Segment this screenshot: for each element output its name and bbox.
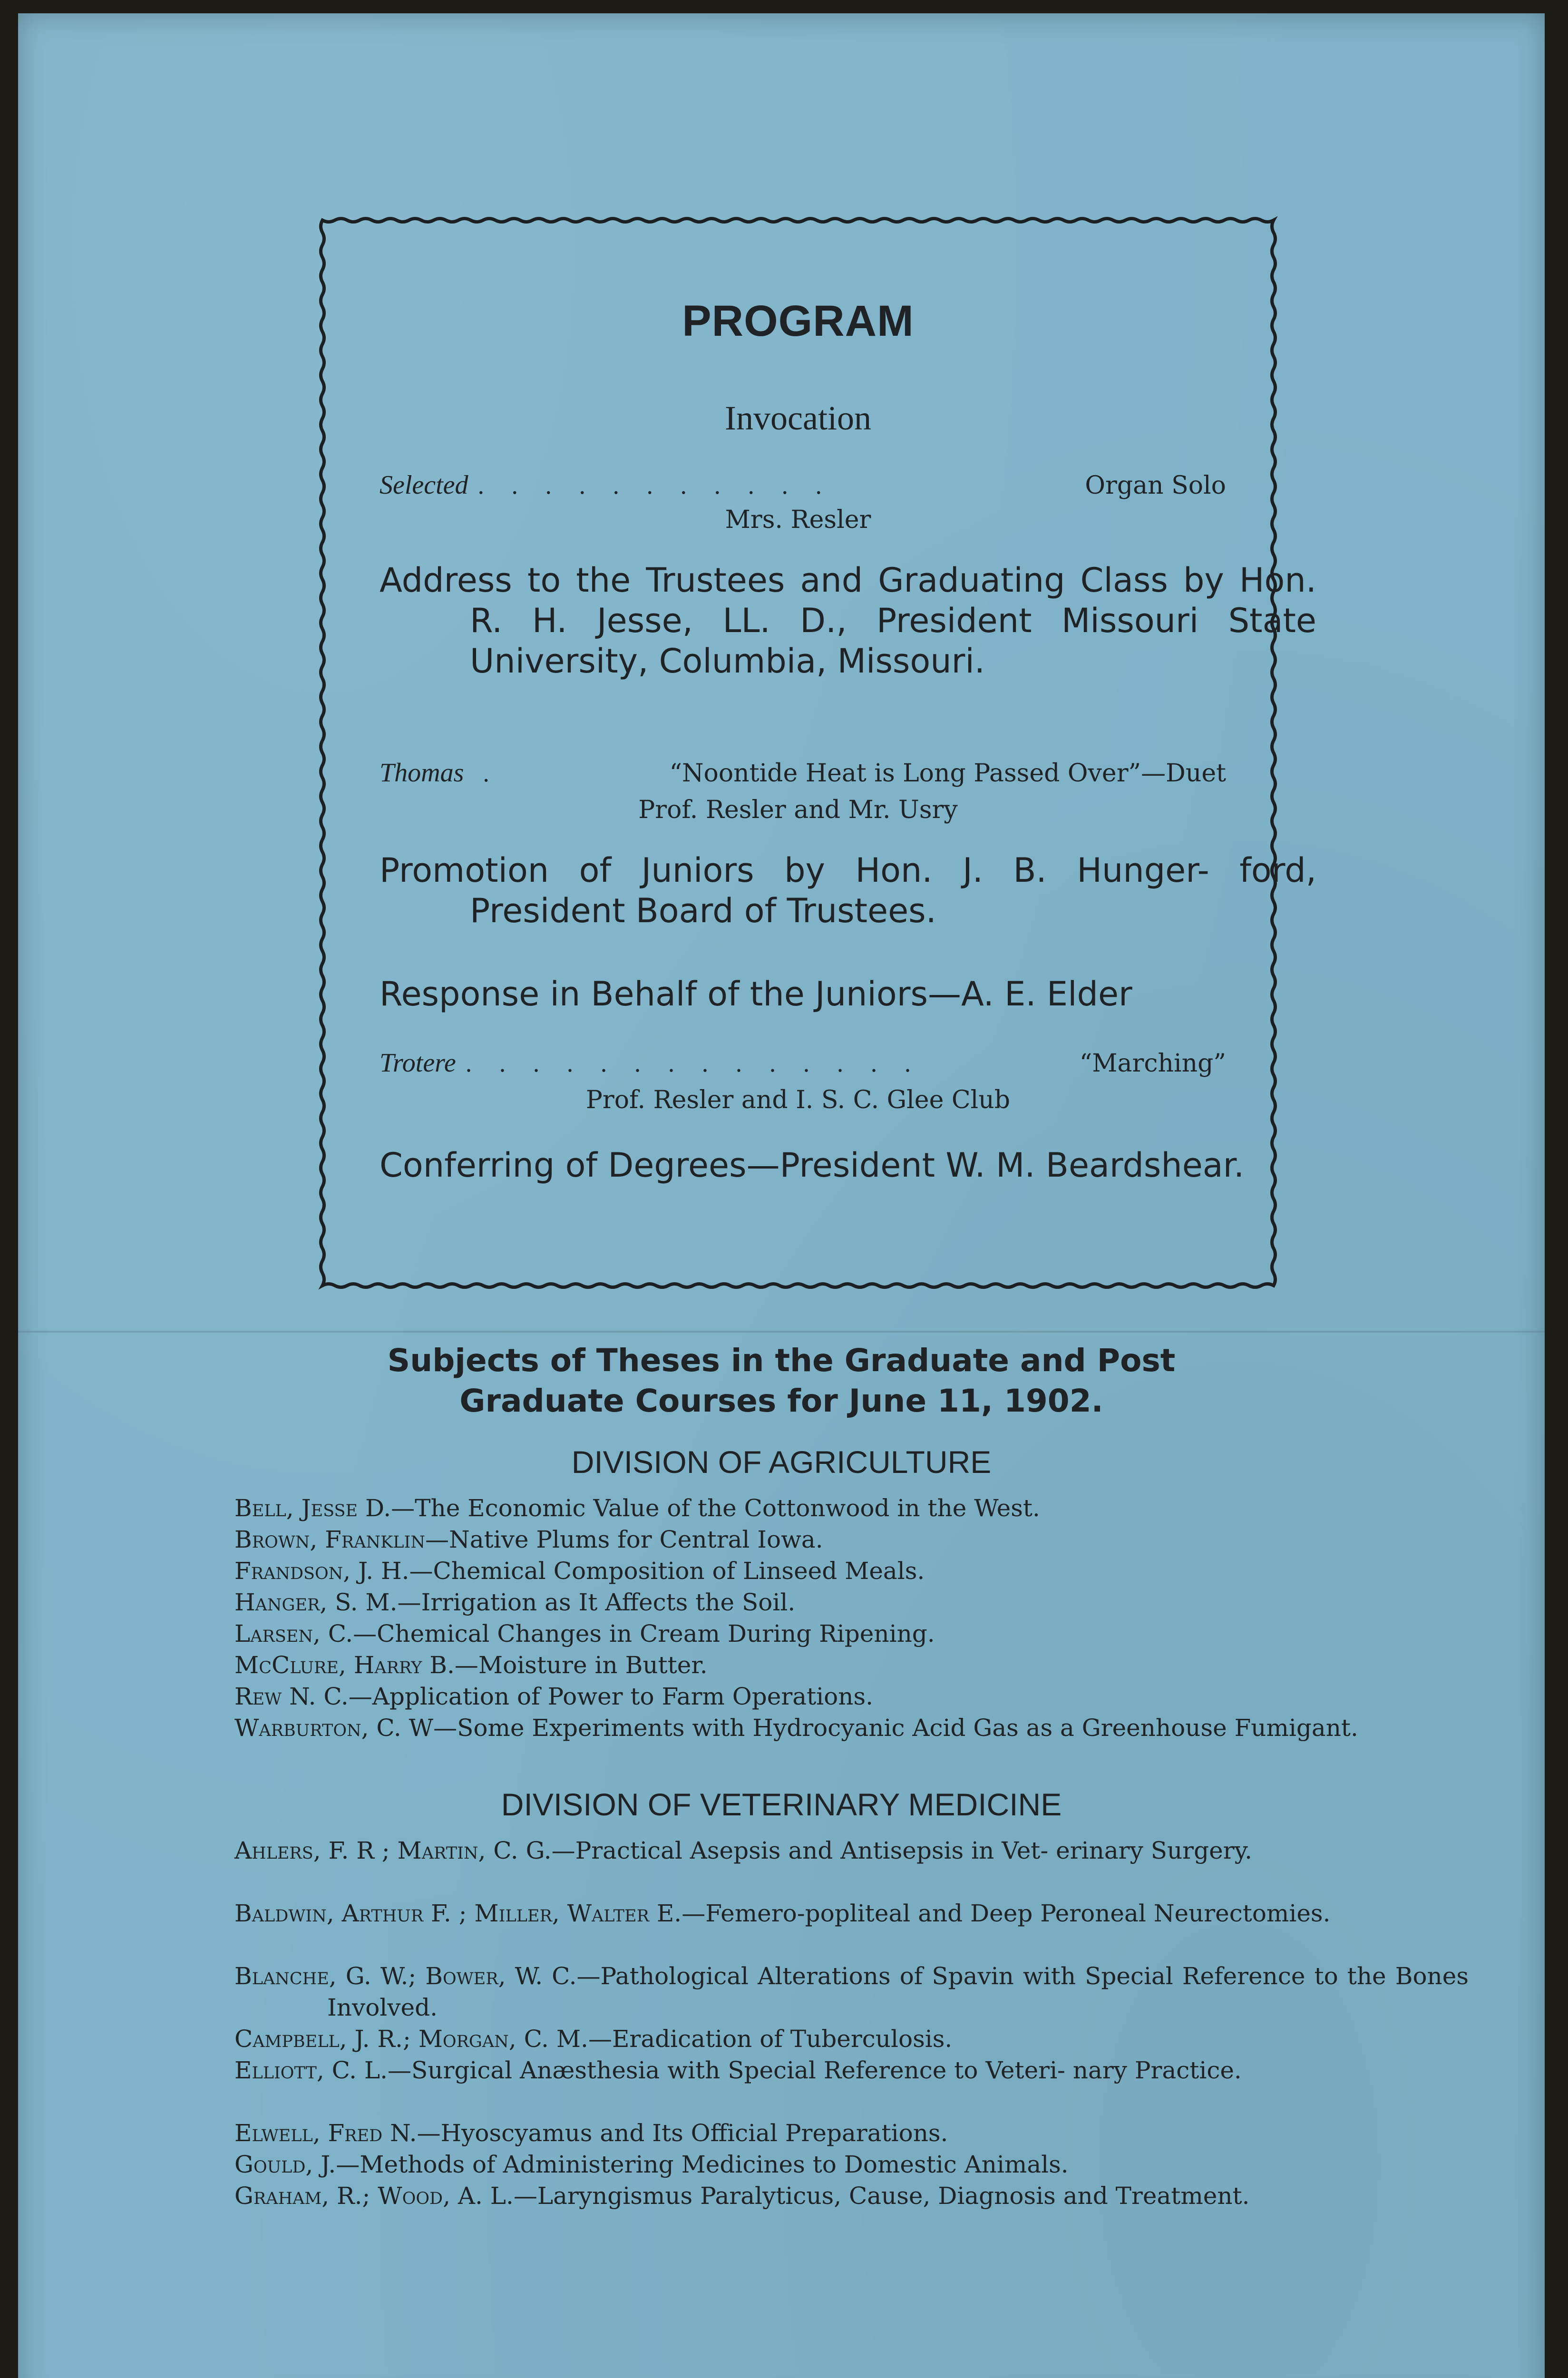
thesis-subject: —Surgical Anæsthesia with Special Reference to Veteri- nary Practice. <box>388 2056 1242 2084</box>
thesis-subject: —Femero-popliteal and Deep Peroneal Neurectomies. <box>682 1900 1331 1927</box>
student-names: Bell, Jesse D. <box>234 1494 391 1522</box>
student-names: Gould, J. <box>234 2151 336 2178</box>
dot-leader: . . . . . . . . . . . . . . <box>465 1049 922 1077</box>
student-names: Brown, Franklin <box>234 1526 425 1553</box>
theses-heading <box>18 1340 1545 1421</box>
program-item-response: Response in Behalf of the Juniors—A. E. Elder <box>380 975 1132 1014</box>
performer-line: Mrs. Resler <box>725 506 871 534</box>
thesis-entry <box>234 2117 1469 2149</box>
thesis-entry <box>234 1492 1469 1524</box>
thesis-subject: —Irrigation as It Affects the Soil. <box>397 1589 796 1616</box>
thesis-entry <box>234 1960 1469 2023</box>
thesis-subject: —Application of Power to Farm Operations. <box>348 1683 874 1710</box>
division-heading-agriculture: DIVISION OF AGRICULTURE <box>571 1444 992 1480</box>
thesis-subject: —Practical Asepsis and Antisepsis in Vet- erinary Surgery. <box>551 1837 1253 1864</box>
piece-title: “Noontide Heat is Long Passed Over”—Duet <box>669 759 1226 788</box>
thesis-entry <box>234 2023 1469 2055</box>
division-heading-veterinary: DIVISION OF VETERINARY MEDICINE <box>501 1787 1062 1822</box>
student-names: Rew N. C. <box>234 1683 349 1710</box>
program-sheet <box>18 13 1545 2378</box>
thesis-entry <box>234 1712 1469 1744</box>
thesis-subject: —Chemical Composition of Linseed Meals. <box>409 1557 925 1585</box>
theses-heading-line-1: Subjects of Theses in the Graduate and Post <box>387 1342 1176 1379</box>
thesis-subject: —Moisture in Butter. <box>454 1651 708 1679</box>
thesis-subject: —Eradication of Tuberculosis. <box>588 2025 953 2053</box>
paper-fold-crease <box>18 1331 1545 1333</box>
wavy-border-frame <box>313 211 1283 1295</box>
dot-leader: . . . . . . . . . . . <box>477 471 833 499</box>
piece-title: Organ Solo <box>1085 471 1226 500</box>
student-names: Blanche, G. W.; Bower, W. C. <box>234 1962 577 1990</box>
composer-label: Selected <box>380 470 468 500</box>
student-names: Ahlers, F. R ; Martin, C. G. <box>234 1837 552 1864</box>
thesis-subject: —Laryngismus Paralyticus, Cause, Diagnosis and Treatment. <box>513 2182 1250 2210</box>
thesis-subject: —Native Plums for Central Iowa. <box>425 1526 823 1553</box>
student-names: Elliott, C. L. <box>234 2056 388 2084</box>
thesis-entry <box>234 2180 1469 2212</box>
student-names: Graham, R.; Wood, A. L. <box>234 2182 514 2210</box>
program-title: PROGRAM <box>682 297 914 345</box>
thesis-entry <box>234 1681 1469 1712</box>
thesis-entry <box>234 1898 1469 1929</box>
invocation-item: Invocation <box>725 399 871 437</box>
thesis-subject: —Hyoscyamus and Its Official Preparations. <box>417 2119 948 2147</box>
program-item-duet <box>380 758 1226 788</box>
performer-line: Prof. Resler and I. S. C. Glee Club <box>585 1086 1011 1114</box>
student-names: McClure, Harry B. <box>234 1651 455 1679</box>
program-item-organ-solo <box>380 470 1226 500</box>
composer-label: Thomas <box>380 758 464 788</box>
student-names: Campbell, J. R.; Morgan, C. M. <box>234 2025 588 2053</box>
thesis-entry <box>234 1649 1469 1681</box>
program-box <box>313 211 1316 1295</box>
thesis-subject: —Pathological Alterations of Spavin with Special Reference to the Bones Involved. <box>327 1962 1469 2021</box>
thesis-entry <box>234 2055 1469 2086</box>
thesis-subject: —The Economic Value of the Cottonwood in the West. <box>391 1494 1040 1522</box>
thesis-subject: —Chemical Changes in Cream During Ripening. <box>353 1620 935 1647</box>
student-names: Hanger, S. M. <box>234 1589 398 1616</box>
student-names: Elwell, Fred N. <box>234 2119 417 2147</box>
program-item-address: Address to the Trustees and Graduating Class by Hon. R. H. Jesse, LL. D., President Missouri State University, Columbia, Missouri. <box>380 561 1316 681</box>
thesis-subject: —Some Experiments with Hydrocyanic Acid Gas as a Greenhouse Fumigant. <box>433 1714 1358 1742</box>
piece-title: “Marching” <box>1079 1049 1226 1078</box>
theses-heading-line-2: Graduate Courses for June 11, 1902. <box>459 1383 1103 1419</box>
thesis-entry <box>234 1555 1469 1587</box>
program-item-marching <box>380 1048 1226 1078</box>
composer-label: Trotere <box>380 1048 456 1078</box>
program-item-promotion: Promotion of Juniors by Hon. J. B. Hunger- ford, President Board of Trustees. <box>380 851 1316 930</box>
student-names: Frandson, J. H. <box>234 1557 409 1585</box>
student-names: Baldwin, Arthur F. ; Miller, Walter E. <box>234 1900 682 1927</box>
thesis-entry <box>234 1618 1469 1649</box>
student-names: Warburton, C. W <box>234 1714 434 1742</box>
student-names: Larsen, C. <box>234 1620 353 1647</box>
thesis-entry <box>234 1524 1469 1555</box>
performer-line: Prof. Resler and Mr. Usry <box>638 796 958 824</box>
thesis-entry <box>234 1835 1469 1866</box>
thesis-subject: —Methods of Administering Medicines to Domestic Animals. <box>336 2151 1069 2178</box>
dot-leader: . <box>483 759 500 787</box>
program-item-conferring: Conferring of Degrees—President W. M. Beardshear. <box>380 1146 1245 1185</box>
thesis-entry <box>234 1587 1469 1618</box>
thesis-entry <box>234 2149 1469 2180</box>
